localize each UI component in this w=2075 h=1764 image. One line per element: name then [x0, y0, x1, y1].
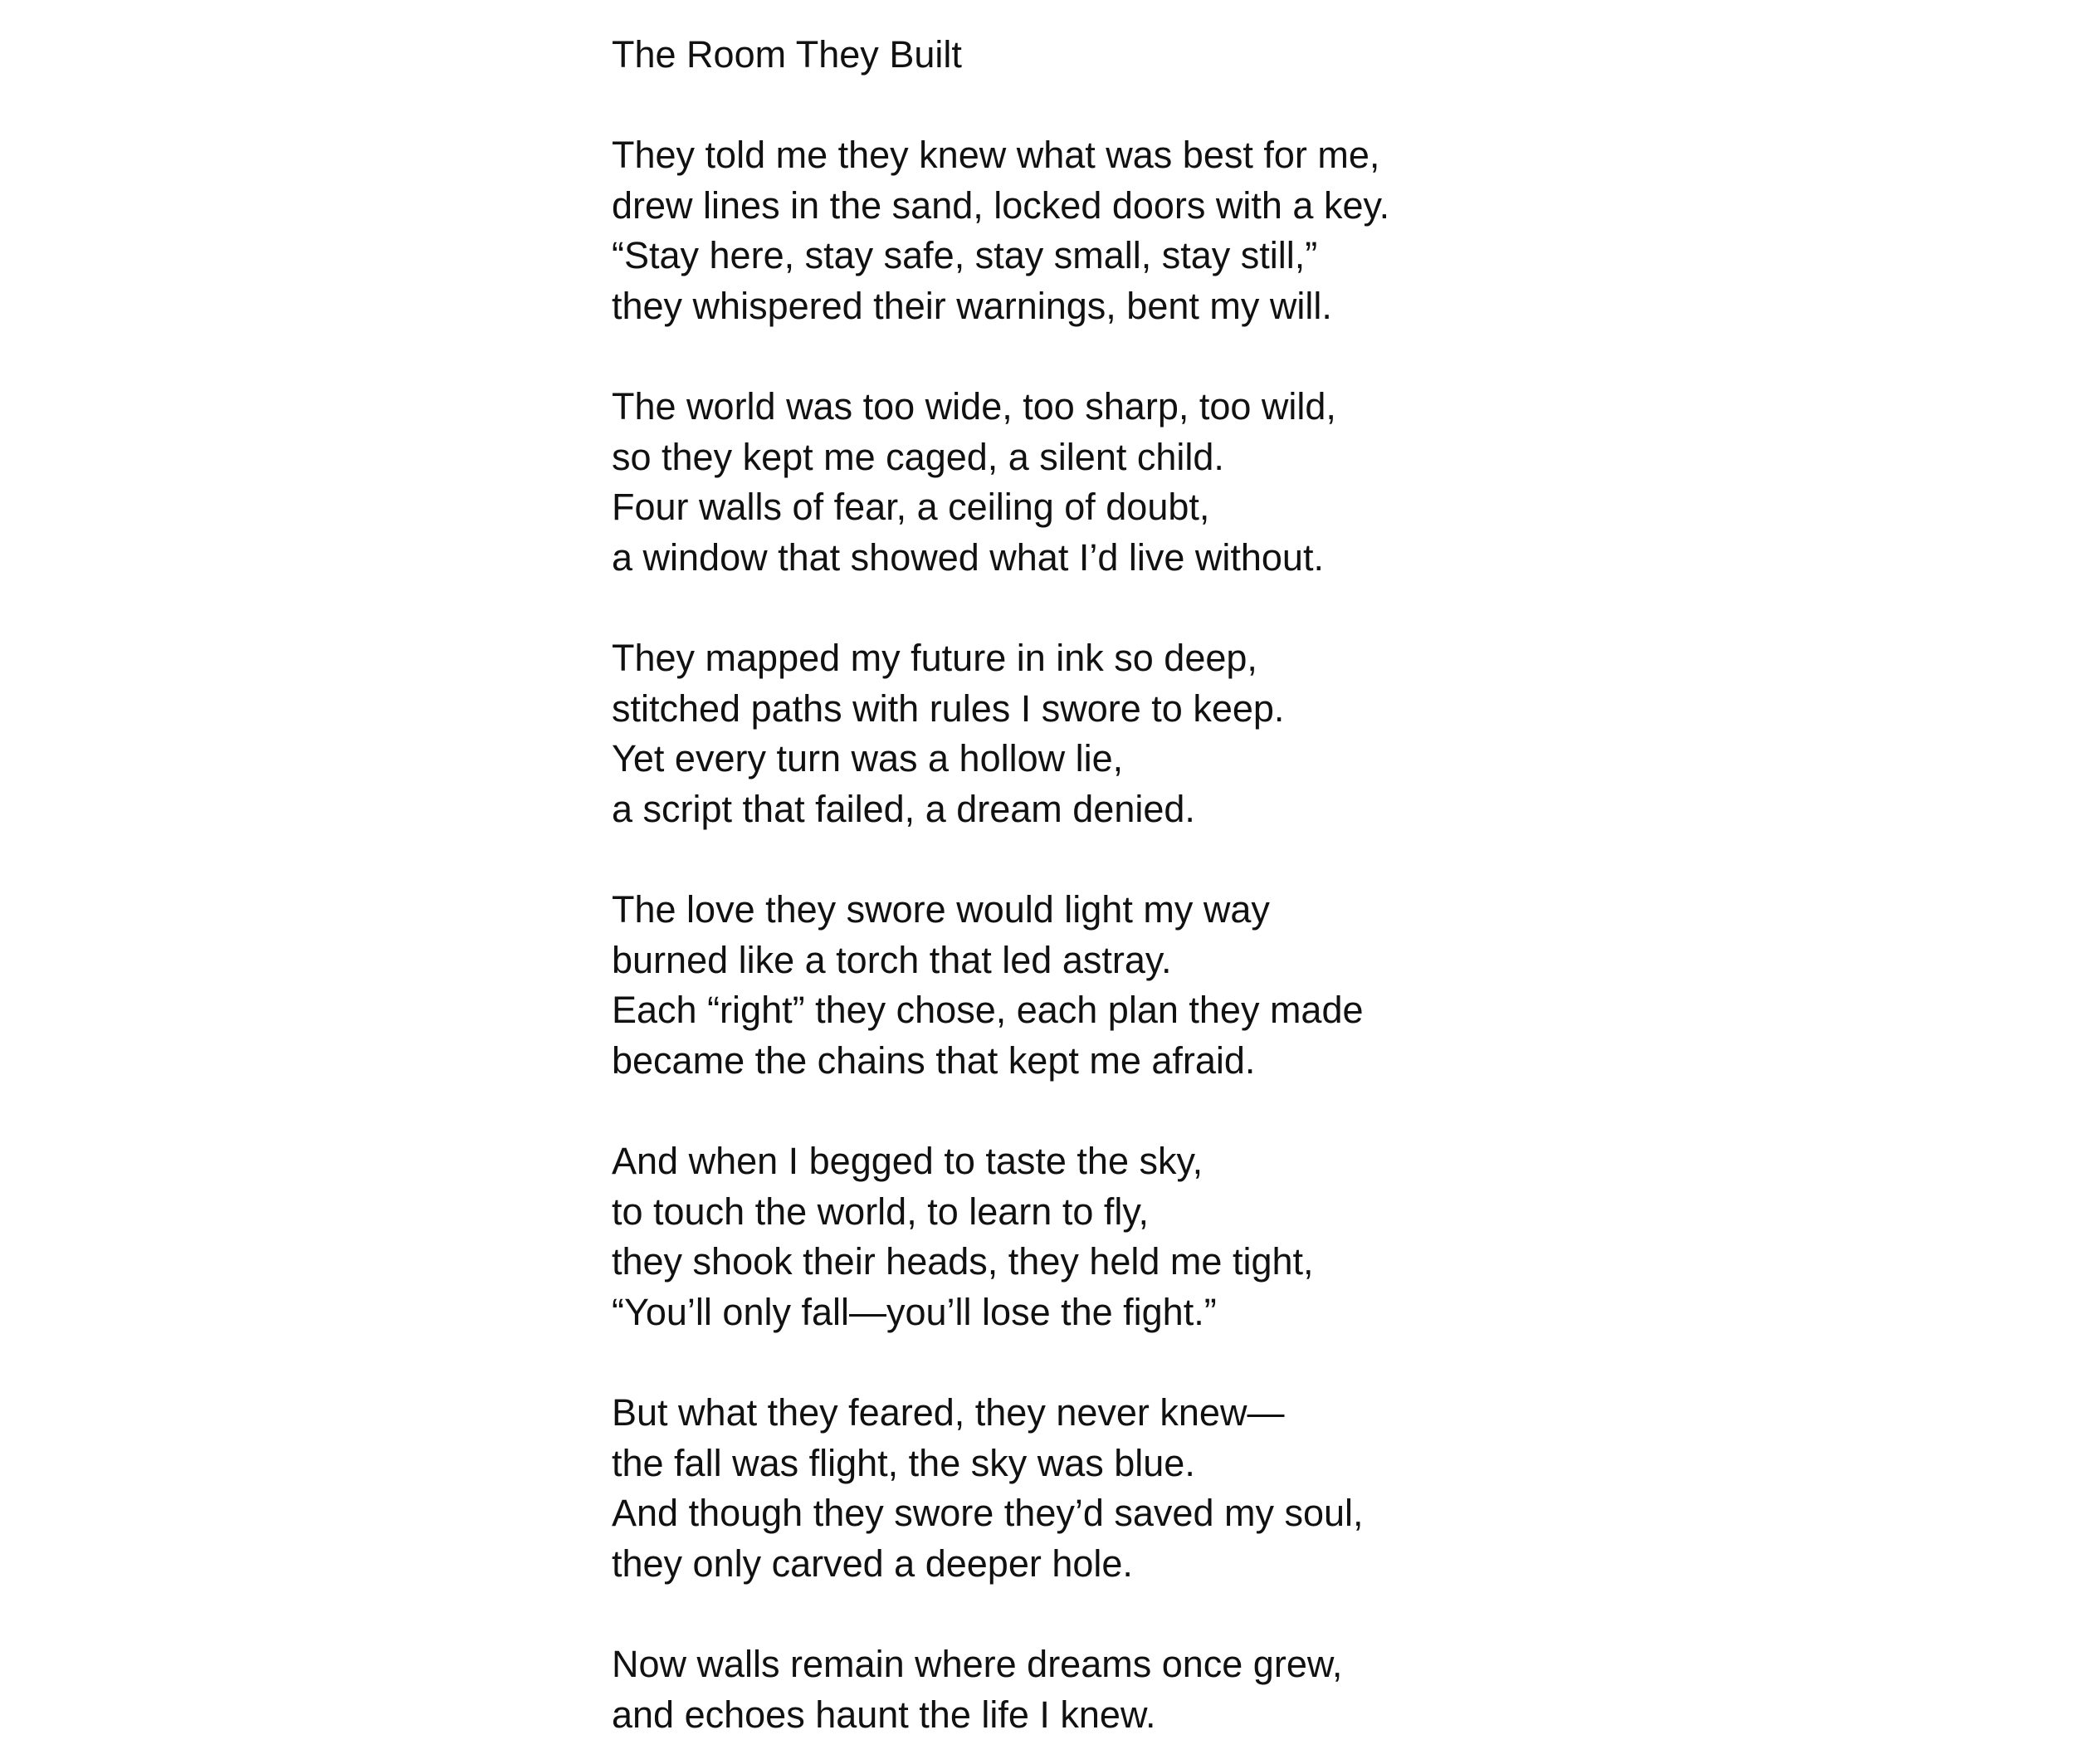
- poem-line: they shook their heads, they held me tight,: [612, 1240, 1314, 1283]
- poem-line: a window that showed what I’d live without.: [612, 535, 1324, 579]
- stanza-4: [612, 885, 1857, 1086]
- stanza-5: [612, 1136, 1857, 1337]
- poem-line: burned like a torch that led astray.: [612, 938, 1172, 981]
- poem-line: “You’ll only fall—you’ll lose the fight.”: [612, 1290, 1217, 1333]
- poem-line: so they kept me caged, a silent child.: [612, 435, 1224, 478]
- poem-line: and echoes haunt the life I knew.: [612, 1693, 1156, 1736]
- poem-line: a script that failed, a dream denied.: [612, 787, 1195, 830]
- stanza-2: [612, 382, 1857, 583]
- poem-line: And when I begged to taste the sky,: [612, 1140, 1204, 1183]
- poem-line: “Stay here, stay safe, stay small, stay still,”: [612, 234, 1318, 277]
- poem-line: And though they swore they’d saved my soul,: [612, 1492, 1364, 1535]
- poem-line: drew lines in the sand, locked doors with a key.: [612, 183, 1390, 227]
- poem-title: The Room They Built: [612, 33, 962, 76]
- poem-line: The love they swore would light my way: [612, 888, 1270, 931]
- poem-line: Now walls remain where dreams once grew,: [612, 1643, 1343, 1685]
- poem: [612, 30, 1857, 1740]
- poem-line: became the chains that kept me afraid.: [612, 1038, 1256, 1082]
- poem-line: Yet every turn was a hollow lie,: [612, 737, 1124, 780]
- poem-line: Four walls of fear, a ceiling of doubt,: [612, 486, 1210, 529]
- poem-line: The world was too wide, too sharp, too wild,: [612, 385, 1336, 428]
- stanza-3: [612, 633, 1857, 834]
- poem-line: to touch the world, to learn to fly,: [612, 1190, 1150, 1233]
- poem-line: They told me they knew what was best for me,: [612, 134, 1380, 177]
- poem-line: stitched paths with rules I swore to keep.: [612, 687, 1285, 730]
- poem-line: they whispered their warnings, bent my will.: [612, 284, 1332, 327]
- poem-line: But what they feared, they never knew—: [612, 1391, 1285, 1434]
- poem-line: Each “right” they chose, each plan they made: [612, 989, 1364, 1032]
- poem-line: the fall was flight, the sky was blue.: [612, 1441, 1195, 1484]
- stanza-7: [612, 1639, 1857, 1740]
- poem-line: they only carved a deeper hole.: [612, 1542, 1133, 1585]
- poem-line: They mapped my future in ink so deep,: [612, 637, 1257, 680]
- stanza-6: [612, 1388, 1857, 1589]
- stanza-1: [612, 130, 1857, 331]
